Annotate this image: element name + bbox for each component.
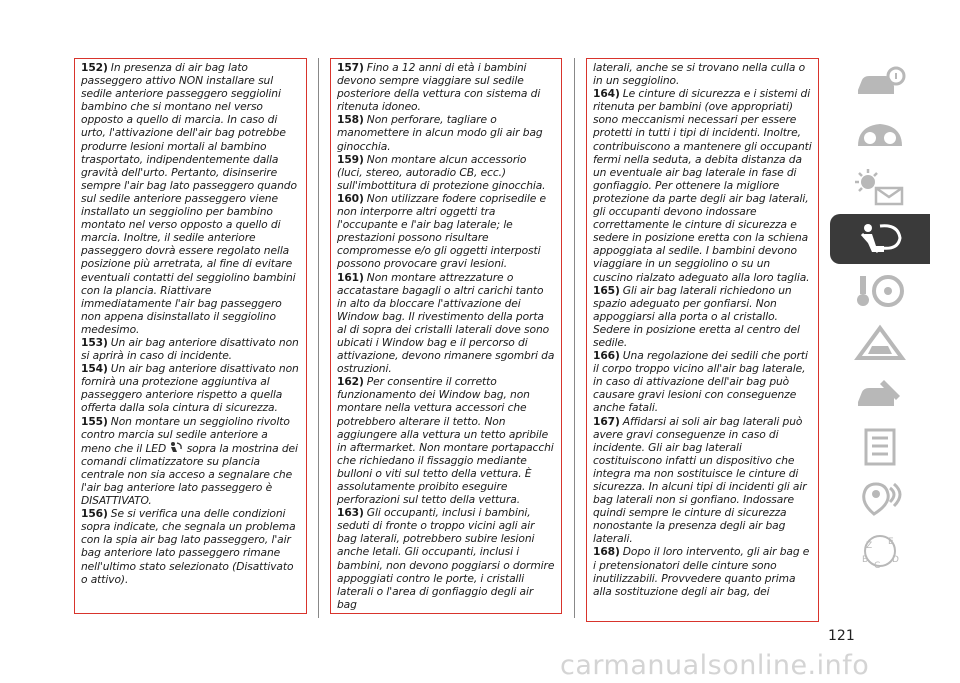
multimedia-icon	[854, 480, 906, 518]
note-text: In presenza di air bag lato passeggero attivo NON installare sul sedile anteriore passeggero seggiolini bambino che si montano nel verso opposto a quello di marcia. In caso di urto, l'attivazione dell'air bag potrebbe produrre lesioni mortali al bambino trasportato, indipendentemente dalla gravità dell'urto. Pertanto, disinserire sempre l'air bag lato passeggero quando sul sedile anteriore passeggero viene installato un seggiolino per bambino montato nel verso opposto a quello di marcia. Inoltre, il sedile anteriore passeggero dovrà essere regolato nella posizione più arretrata, al fine di evitare eventuali contatti del seggiolino bambini con la plancia. Riattivare immediatamente l'air bag passeggero non appena disinstallato il seggiolino medesimo.	[81, 61, 297, 336]
index-icon	[854, 532, 906, 570]
note-text: laterali, anche se si trovano nella culla o in un seggiolino.	[593, 61, 806, 88]
note-item	[337, 271, 555, 376]
note-item	[337, 375, 555, 506]
notes-column-2	[330, 58, 562, 614]
note-number: 159)	[337, 152, 364, 166]
note-text: Un air bag anteriore disattivato non fornirà una protezione aggiuntiva al passeggero anteriore rispetto a quella offerta dalla sola cintura di sicurezza.	[81, 362, 299, 415]
chapter-tabs	[830, 58, 930, 578]
note-item	[593, 61, 812, 87]
note-number: 167)	[593, 414, 620, 428]
note-number: 166)	[593, 349, 620, 363]
note-item	[593, 284, 812, 349]
note-item	[81, 415, 300, 508]
page-number: 121	[828, 628, 855, 644]
column-divider	[318, 58, 319, 618]
tab-technical-data[interactable]	[830, 422, 930, 472]
note-item	[337, 61, 555, 113]
note-item	[81, 507, 300, 586]
note-number: 156)	[81, 507, 108, 521]
note-text: Una regolazione dei sedili che porti il corpo troppo vicino all'air bag laterale, in caso di attivazione dell'air bag può causare gravi lesioni con conseguenze anche fatali.	[593, 349, 808, 415]
note-number: 155)	[81, 414, 108, 428]
note-text: Non montare alcun accessorio (luci, stereo, autoradio CB, ecc.) sull'imbottitura di protezione ginocchia.	[337, 152, 546, 192]
note-item	[81, 61, 300, 336]
warning-emergency-icon	[854, 324, 906, 362]
note-number: 160)	[337, 191, 364, 205]
tab-warning[interactable]	[830, 318, 930, 368]
note-text: Non perforare, tagliare o manomettere in alcun modo gli air bag ginocchia.	[337, 113, 543, 153]
note-text: Gli air bag laterali richiedono un spazio adeguato per gonfiarsi. Non appoggiarsi alla porta o al cristallo. Sedere in posizione eretta al centro del sedile.	[593, 283, 800, 349]
note-text: Gli occupanti, inclusi i bambini, seduti di fronte o troppo vicini agli air bag laterali, potrebbero subire lesioni anche letali. Gli occupanti, inclusi i bambini, non devono poggiarsi o dormire appoggiati contro le porte, i cristalli laterali o l'area di gonfiaggio degli air bag	[337, 506, 555, 611]
note-number: 154)	[81, 362, 108, 376]
note-text: Non montare un seggiolino rivolto contro marcia sul sedile anteriore a meno che il LED sopra la mostrina dei comandi climatizzatore su plancia centrale non sia acceso a segnalare che l'air bag anteriore lato passeggero è DISATTIVATO.	[81, 414, 298, 508]
tab-maintenance[interactable]	[830, 370, 930, 420]
svg-text:D: D	[892, 555, 899, 565]
notes-column-3	[586, 58, 819, 622]
svg-text:B: B	[862, 555, 869, 565]
tab-safety[interactable]	[830, 214, 930, 264]
dashboard-icon	[854, 116, 906, 154]
svg-text:Z: Z	[866, 541, 873, 551]
note-number: 162)	[337, 375, 364, 389]
svg-text:E: E	[888, 537, 894, 547]
technical-data-icon	[854, 428, 906, 466]
airbag-off-led-icon	[169, 441, 183, 453]
safety-airbag-icon	[854, 220, 906, 258]
note-number: 168)	[593, 545, 620, 559]
notes-column-1	[74, 58, 307, 614]
note-item	[337, 153, 555, 192]
note-text: Non montare attrezzature o accatastare bagagli o altri carichi tanto in alto da bloccare l'attivazione dei Window bag. Il rivestimento della porta al di sopra dei cristalli laterali dove sono ubicati i Window bag e il percorso di attivazione, devono rimanere sgombri da ostruzioni.	[337, 270, 555, 376]
note-item	[593, 545, 812, 597]
tab-dashboard[interactable]	[830, 110, 930, 160]
note-number: 161)	[337, 270, 364, 284]
note-text: Le cinture di sicurezza e i sistemi di ritenuta per bambini (ove appropriati) sono meccanismi necessari per essere protetti in tutti i tipi di incidenti. Inoltre, contribuiscono a mantenere gli occupanti fermi nella seduta, a debita distanza da un eventuale air bag laterale in fase di gonfiaggio. Per ottenere la migliore protezione da parte degli air bag laterali, gli occupanti devono indossare correttamente le cinture di sicurezza e sedere in posizione eretta con la schiena appoggiata al sedile. I bambini devono viaggiare in un seggiolino o su un cuscino rialzato adeguato alla loro taglia.	[593, 87, 812, 284]
note-text: Dopo il loro intervento, gli air bag e i pretensionatori delle cinture sono inutilizzabili. Provvedere quanto prima alla sostituzione degli air bag, dei	[593, 545, 810, 598]
lights-icon	[854, 168, 906, 206]
tab-index[interactable]	[830, 526, 930, 576]
note-item	[593, 349, 812, 414]
tab-multimedia[interactable]	[830, 474, 930, 524]
note-item	[337, 113, 555, 152]
note-item	[81, 362, 300, 414]
note-item	[593, 87, 812, 283]
tab-starting-driving[interactable]	[830, 266, 930, 316]
note-number: 152)	[81, 61, 108, 74]
note-text: Fino a 12 anni di età i bambini devono sempre viaggiare sul sedile posteriore della vettura con sistema di ritenuta idoneo.	[337, 61, 541, 114]
note-number: 165)	[593, 283, 620, 297]
note-number: 164)	[593, 87, 620, 101]
note-text: Affidarsi ai soli air bag laterali può avere gravi conseguenze in caso di incidente. Gli air bag laterali costituiscono infatti un dispositivo che integra ma non sostituisce le cinture di sicurezza. In alcuni tipi di incidenti gli air bag laterali non si gonfiano. Indossare quindi sempre le cinture di sicurezza nonostante la presenza degli air bag laterali.	[593, 414, 807, 546]
note-number: 157)	[337, 61, 364, 74]
note-text: Per consentire il corretto funzionamento dei Window bag, non montare nella vettura accessori che potrebbero alterare il tetto. Non aggiungere alla vettura un tetto apribile in aftermarket. Non montare portapacchi che richiedano il fissaggio mediante bulloni o viti sul tetto della vettura. È assolutamente proibito eseguire perforazioni sul tetto della vettura.	[337, 375, 554, 507]
tab-lights[interactable]	[830, 162, 930, 212]
note-text: Un air bag anteriore disattivato non si aprirà in caso di incidente.	[81, 335, 299, 363]
column-divider	[574, 58, 575, 618]
svg-text:C: C	[874, 561, 881, 570]
starting-driving-icon	[854, 272, 906, 310]
note-item	[337, 506, 555, 611]
watermark: carmanualsonline.info	[560, 650, 870, 681]
note-number: 163)	[337, 506, 364, 520]
tab-car-info[interactable]	[830, 58, 930, 108]
car-info-icon	[854, 64, 906, 102]
note-number: 153)	[81, 335, 108, 349]
note-text: Se si verifica una delle condizioni sopra indicate, che segnala un problema con la spia air bag lato passeggero, l'air bag anteriore lato passeggero rimane nell'ultimo stato selezionato (Disattivato o attivo).	[81, 507, 296, 586]
note-item	[337, 192, 555, 271]
note-item	[593, 415, 812, 546]
maintenance-icon	[854, 376, 906, 414]
note-text: Non utilizzare fodere coprisedile e non interporre altri oggetti tra l'occupante e l'air bag laterale; le prestazioni possono risultare compromesse e/o gli oggetti interposti possono provocare gravi lesioni.	[337, 191, 547, 271]
note-number: 158)	[337, 113, 364, 127]
note-item	[81, 336, 300, 362]
